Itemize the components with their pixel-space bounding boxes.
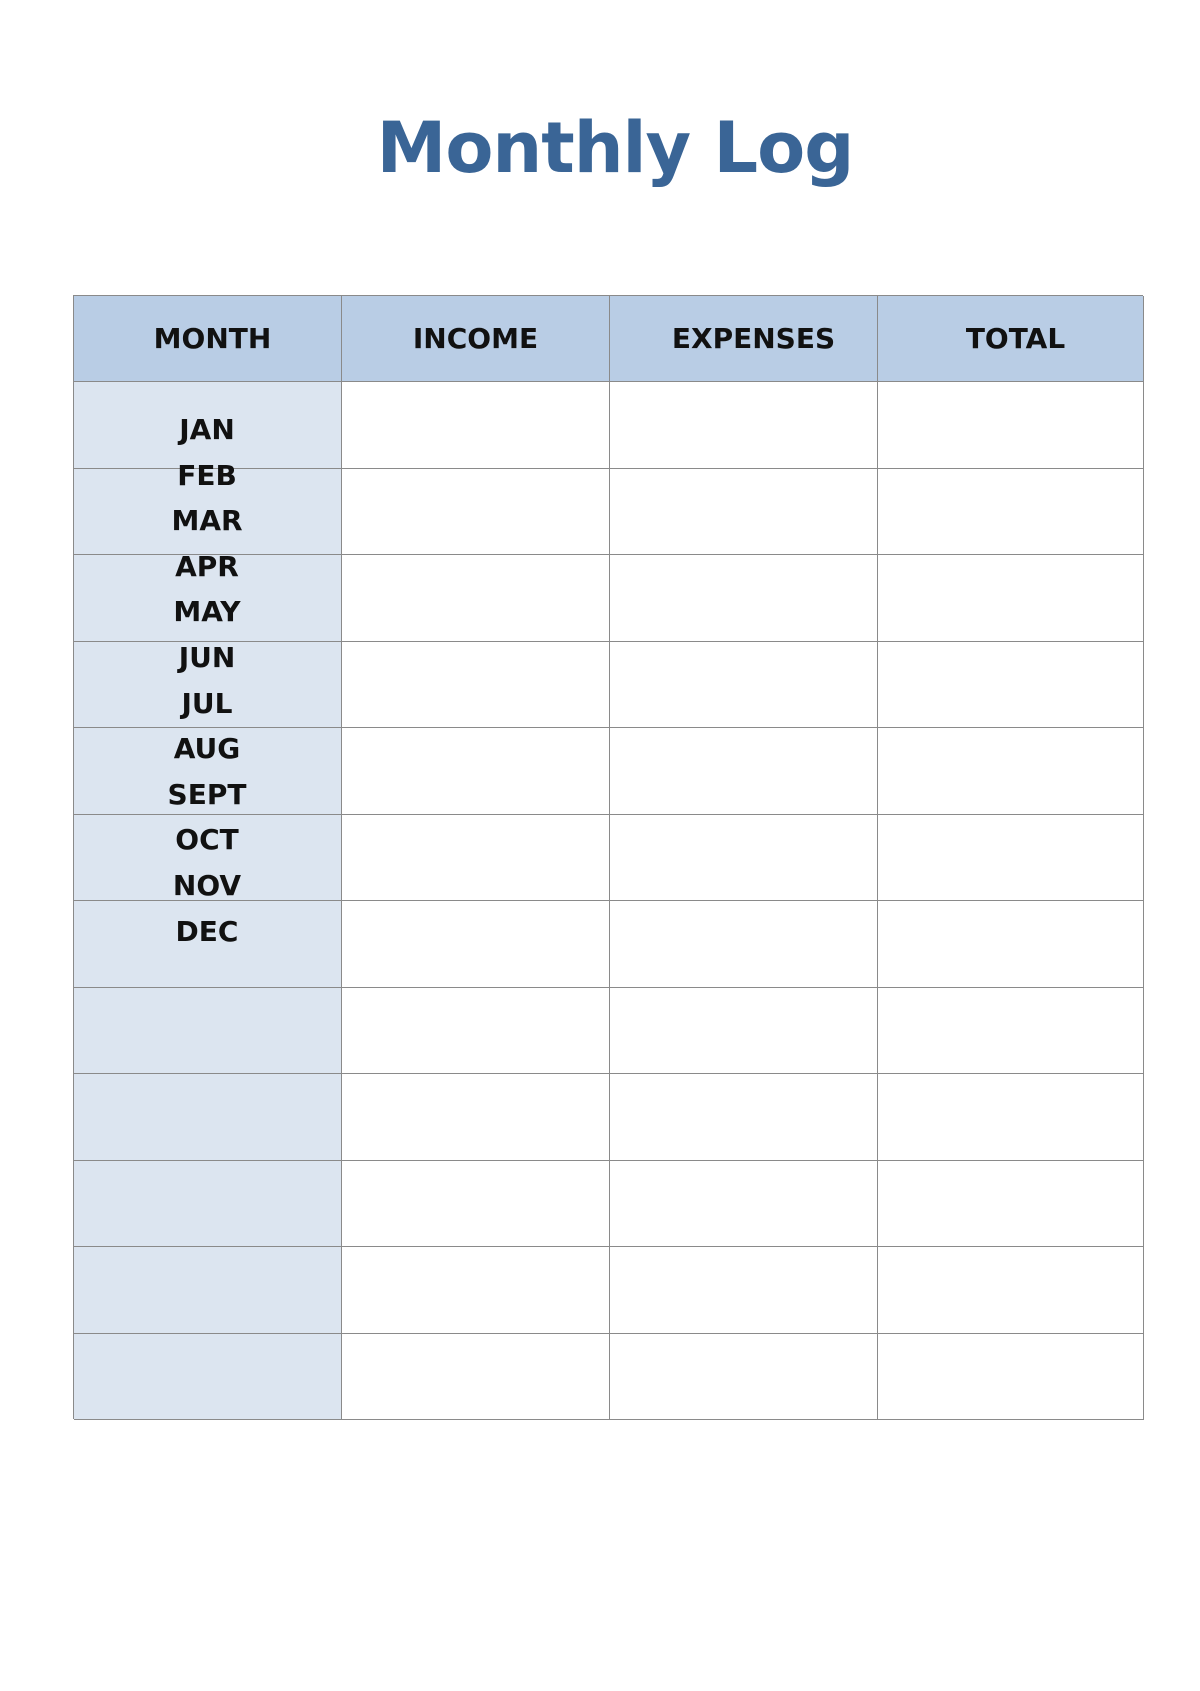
total-cell[interactable] — [878, 728, 1144, 815]
month-list — [73, 407, 341, 954]
month-label: APR — [175, 549, 239, 583]
expenses-cell[interactable] — [610, 728, 878, 815]
month-cell — [74, 988, 342, 1075]
month-label: MAY — [173, 595, 241, 629]
header-total: TOTAL — [878, 296, 1144, 382]
expenses-cell[interactable] — [610, 1334, 878, 1421]
month-label: DEC — [175, 914, 239, 948]
total-cell[interactable] — [878, 988, 1144, 1075]
total-cell[interactable] — [878, 469, 1144, 556]
month-label: JUL — [181, 686, 233, 720]
income-cell[interactable] — [342, 469, 610, 556]
month-label: AUG — [173, 732, 241, 766]
total-cell[interactable] — [878, 642, 1144, 729]
month-cell — [74, 1334, 342, 1421]
month-cell — [74, 1247, 342, 1334]
expenses-cell[interactable] — [610, 1161, 878, 1248]
expenses-cell[interactable] — [610, 642, 878, 729]
income-cell[interactable] — [342, 1074, 610, 1161]
total-cell[interactable] — [878, 1334, 1144, 1421]
total-cell[interactable] — [878, 1247, 1144, 1334]
month-label: JAN — [179, 413, 235, 446]
month-label: MAR — [171, 504, 243, 538]
income-cell[interactable] — [342, 1161, 610, 1248]
header-income: INCOME — [342, 296, 610, 382]
month-cell — [74, 1074, 342, 1161]
expenses-cell[interactable] — [610, 469, 878, 556]
expenses-cell[interactable] — [610, 988, 878, 1075]
income-cell[interactable] — [342, 728, 610, 815]
income-cell[interactable] — [342, 988, 610, 1075]
month-label: JUN — [178, 640, 236, 674]
month-label: SEPT — [167, 777, 247, 811]
header-expenses: EXPENSES — [610, 296, 878, 382]
total-cell[interactable] — [878, 901, 1144, 988]
month-label: FEB — [177, 458, 237, 492]
total-cell[interactable] — [878, 555, 1144, 642]
income-cell[interactable] — [342, 1247, 610, 1334]
expenses-cell[interactable] — [610, 901, 878, 988]
total-cell[interactable] — [878, 815, 1144, 902]
income-cell[interactable] — [342, 815, 610, 902]
expenses-cell[interactable] — [610, 1074, 878, 1161]
income-cell[interactable] — [342, 382, 610, 469]
total-cell[interactable] — [878, 382, 1144, 469]
header-month: MONTH — [74, 296, 342, 382]
total-cell[interactable] — [878, 1161, 1144, 1248]
income-cell[interactable] — [342, 642, 610, 729]
income-cell[interactable] — [342, 901, 610, 988]
income-cell[interactable] — [342, 1334, 610, 1421]
expenses-cell[interactable] — [610, 382, 878, 469]
month-cell — [74, 1161, 342, 1248]
expenses-cell[interactable] — [610, 815, 878, 902]
month-label: NOV — [172, 868, 242, 902]
total-cell[interactable] — [878, 1074, 1144, 1161]
income-cell[interactable] — [342, 555, 610, 642]
expenses-cell[interactable] — [610, 1247, 878, 1334]
page-title: Monthly Log — [376, 107, 854, 189]
month-label: OCT — [175, 823, 239, 857]
expenses-cell[interactable] — [610, 555, 878, 642]
